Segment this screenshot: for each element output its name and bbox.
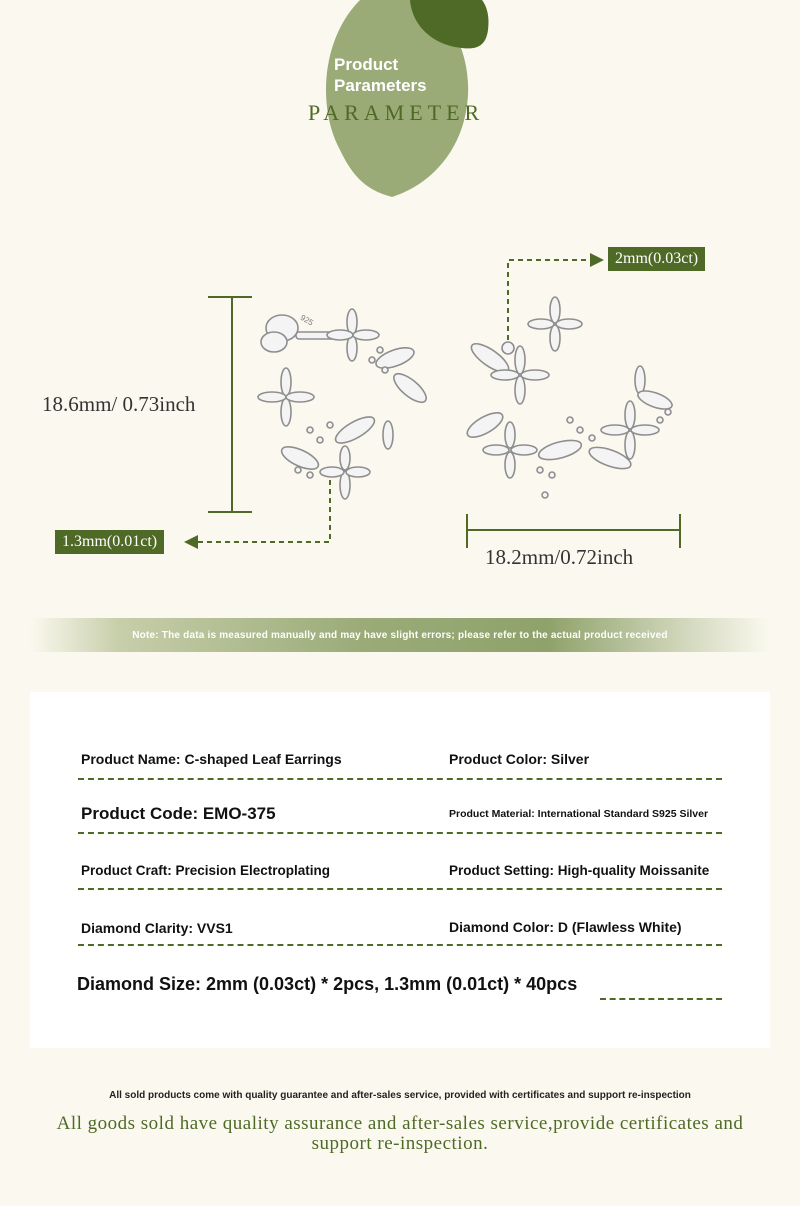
param-product-color: Product Color: Silver <box>449 751 590 767</box>
earring-left <box>258 309 430 499</box>
param-diamond-color: Diamond Color: D (Flawless White) <box>449 919 682 935</box>
large-stone-arrow-icon <box>590 253 604 267</box>
measurement-note-bar <box>30 618 770 652</box>
separator <box>78 888 722 890</box>
param-diamond-clarity: Diamond Clarity: VVS1 <box>81 920 233 936</box>
param-product-craft: Product Craft: Precision Electroplating <box>81 863 331 878</box>
separator <box>78 944 722 946</box>
footer-guarantee-small: All sold products come with quality guarantee and after-sales service, provided with certificates and support re-inspection <box>109 1090 691 1101</box>
parameter-card <box>30 692 770 1048</box>
separator <box>78 778 722 780</box>
width-dimension-label: 18.2mm/0.72inch <box>485 545 634 569</box>
separator <box>78 832 722 834</box>
param-product-material: Product Material: International Standard S925 Silver <box>449 808 709 820</box>
height-dimension-label: 18.6mm/ 0.73inch <box>42 392 196 416</box>
earring-right <box>464 297 675 498</box>
measurement-note: Note: The data is measured manually and may have slight errors; please refer to the actual product received <box>132 629 668 641</box>
small-stone-arrow-icon <box>184 535 198 549</box>
header-subtitle: PARAMETER <box>308 100 485 125</box>
stamp-925: 925 <box>298 312 315 328</box>
small-stone-tag: 1.3mm(0.01ct) <box>55 530 164 554</box>
param-product-setting: Product Setting: High-quality Moissanite <box>449 863 710 878</box>
param-diamond-size: Diamond Size: 2mm (0.03ct) * 2pcs, 1.3mm (0.01ct) * 40pcs <box>77 974 578 994</box>
large-stone-tag: 2mm(0.03ct) <box>608 247 705 271</box>
footer-guarantee-large: All goods sold have quality assurance and after-sales service,provide certificates and support re-inspection. <box>56 1113 744 1154</box>
param-product-code: Product Code: EMO-375 <box>81 804 276 823</box>
separator <box>600 998 722 1000</box>
header-title: Product Parameters <box>334 55 427 95</box>
param-product-name: Product Name: C-shaped Leaf Earrings <box>81 751 342 767</box>
